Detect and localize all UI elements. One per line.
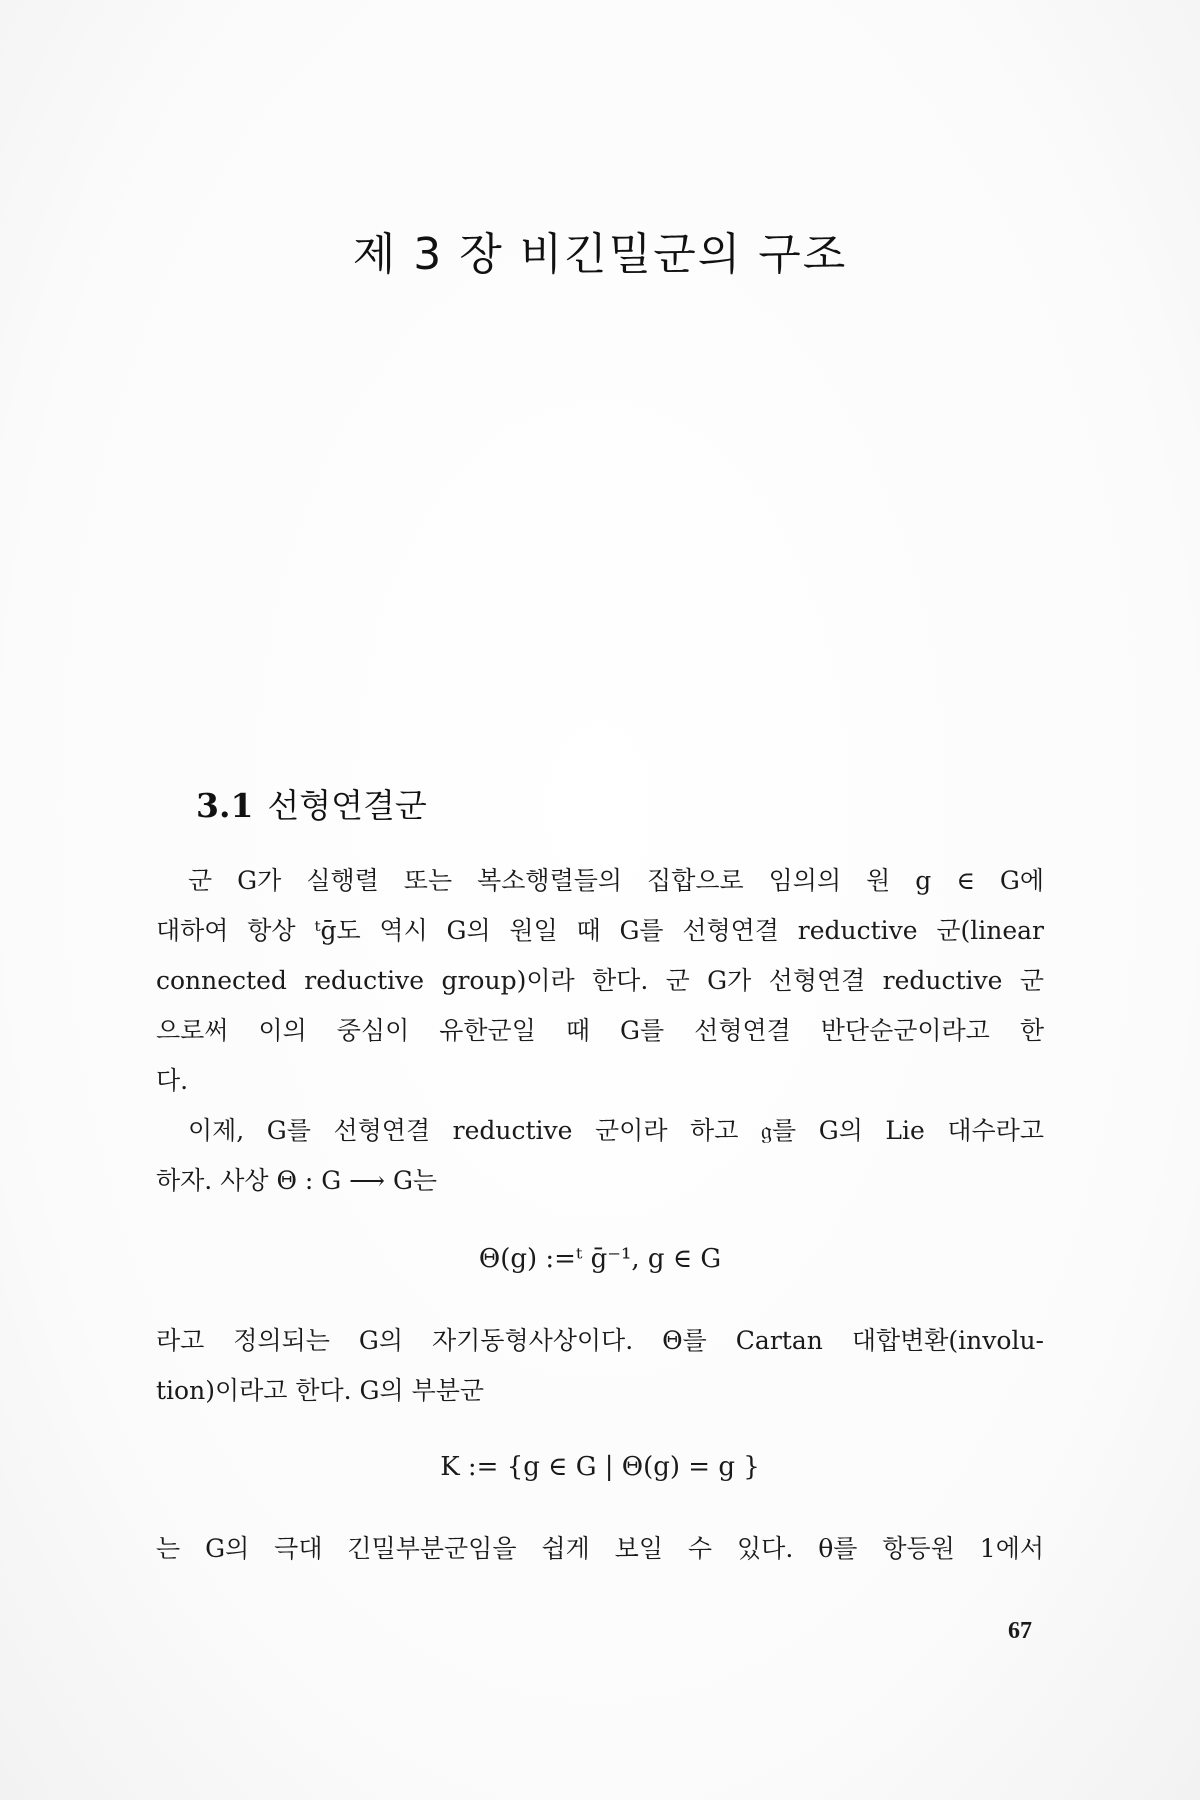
equation-subgroup-k: K := {g ∈ G | Θ(g) = g } xyxy=(440,1452,760,1482)
text-line: tion)이라고 한다. G의 부분군 xyxy=(156,1376,485,1405)
text-line: 군 G가 실행렬 또는 복소행렬들의 집합으로 임의의 원 g ∈ G에 xyxy=(188,866,1044,895)
page-number: 67 xyxy=(1008,1618,1032,1644)
text-line: 다. xyxy=(156,1066,189,1095)
paragraph-2 xyxy=(156,1106,1044,1206)
equation-cartan-involution: Θ(g) :=ᵗ ḡ⁻¹, g ∈ G xyxy=(478,1244,722,1274)
text-line: 대하여 항상 ᵗḡ도 역시 G의 원일 때 G를 선형연결 reductive 군(linear xyxy=(156,916,1044,945)
paragraph-3 xyxy=(156,1316,1044,1416)
text-line: 이제, G를 선형연결 reductive 군이라 하고 𝔤를 G의 Lie 대수라고 xyxy=(188,1116,1044,1145)
text-line: 는 G의 극대 긴밀부분군임을 쉽게 보일 수 있다. θ를 항등원 1에서 xyxy=(156,1534,1044,1563)
text-line: connected reductive group)이라 한다. 군 G가 선형연결 reductive 군 xyxy=(156,966,1044,995)
text-line: 하자. 사상 Θ : G ⟶ G는 xyxy=(156,1166,438,1195)
paragraph-1 xyxy=(156,856,1044,1106)
text-line: 라고 정의되는 G의 자기동형사상이다. Θ를 Cartan 대합변환(involu- xyxy=(156,1326,1044,1355)
section-title: 선형연결군 xyxy=(267,786,427,825)
section-heading xyxy=(196,780,427,827)
text-line: 으로써 이의 중심이 유한군일 때 G를 선형연결 반단순군이라고 한 xyxy=(156,1016,1044,1045)
paragraph-4 xyxy=(156,1524,1044,1574)
chapter-title: 제 3 장 비긴밀군의 구조 xyxy=(352,229,848,280)
section-number: 3.1 xyxy=(196,786,254,825)
